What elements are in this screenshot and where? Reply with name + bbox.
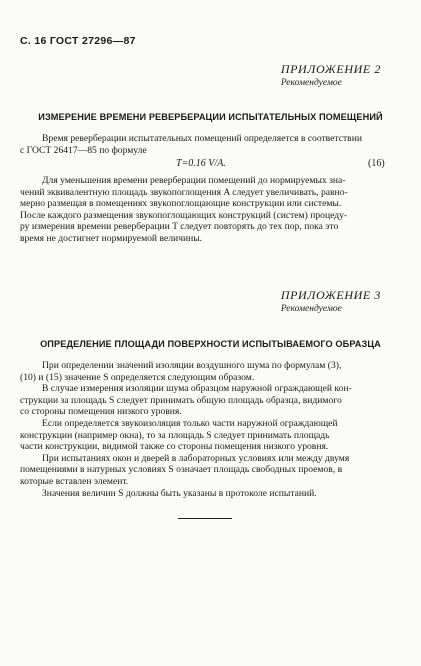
text-line: Значения величин S должны быть указаны в протоколе испытаний.	[42, 487, 317, 499]
text-line: После каждого размещения звукопоглощающих конструкций (систем) процеду-	[20, 209, 348, 221]
text-line: ру измерения времени реверберации T следует повторять до тех пор, пока это	[20, 221, 339, 233]
section-1-body	[20, 175, 403, 245]
appendix-3-title: ПРИЛОЖЕНИЕ 3	[280, 288, 381, 302]
section-2-heading: ОПРЕДЕЛЕНИЕ ПЛОЩАДИ ПОВЕРХНОСТИ ИСПЫТЫВАЕМОГО ОБРАЗЦА	[40, 339, 381, 349]
end-divider	[178, 518, 232, 519]
appendix-2-label	[281, 62, 381, 88]
text-line: Для уменьшения времени реверберации помещений до нормируемых зна-	[42, 175, 346, 186]
formula-number: (16)	[368, 158, 385, 169]
text-line: струкции за площадь S следует принимать общую площадь образца, видимого	[20, 394, 342, 406]
section-1-heading: ИЗМЕРЕНИЕ ВРЕМЕНИ РЕВЕРБЕРАЦИИ ИСПЫТАТЕЛЬНЫХ ПОМЕЩЕНИЙ	[38, 112, 383, 122]
text-line: конструкции (например окна), то за площадь S следует принимать площадь	[20, 429, 330, 441]
appendix-3-label	[281, 288, 381, 314]
formula: T=0.16 V/A.	[176, 158, 226, 169]
text-line: чений эквивалентную площадь звукопоглощения A следует увеличивать, равно-	[20, 186, 348, 198]
text-line: с ГОСТ 26417—85 по формуле	[20, 144, 147, 156]
text-line: При испытаниях окон и дверей в лабораторных условиях или между двумя	[42, 452, 350, 464]
section-2-body	[20, 360, 403, 499]
appendix-3-subtitle: Рекомендуемое	[280, 304, 342, 314]
text-line: При определении значений изоляции воздушного шума по формулам (3),	[42, 360, 342, 371]
appendix-2-subtitle: Рекомендуемое	[280, 78, 342, 88]
text-line: помещениями в натурных условиях S означает площадь свободных проемов, в	[20, 464, 343, 476]
text-line: мерно размещая в помещениях звукопоглощающие конструкции или системы.	[20, 198, 342, 210]
appendix-2-title: ПРИЛОЖЕНИЕ 2	[280, 62, 381, 76]
page-header: С. 16 ГОСТ 27296—87	[20, 35, 136, 47]
text-line: время не достигнет нормируемой величины.	[20, 232, 203, 244]
section-1-intro	[20, 133, 403, 156]
text-line: В случае измерения изоляции шума образцом наружной ограждающей кон-	[42, 383, 352, 395]
text-line: со стороны помещения низкого уровня.	[20, 406, 182, 418]
text-line: Время реверберации испытательных помещений определяется в соответствии	[42, 133, 362, 144]
text-line: которые вставлен элемент.	[20, 475, 129, 487]
text-line: (10) и (15) значение S определяется следующим образом.	[20, 371, 255, 383]
text-line: Если определяется звукоизоляция только части наружной ограждающей	[42, 417, 338, 429]
text-line: части конструкции, видимой также со стороны помещения низкого уровня.	[20, 441, 329, 453]
